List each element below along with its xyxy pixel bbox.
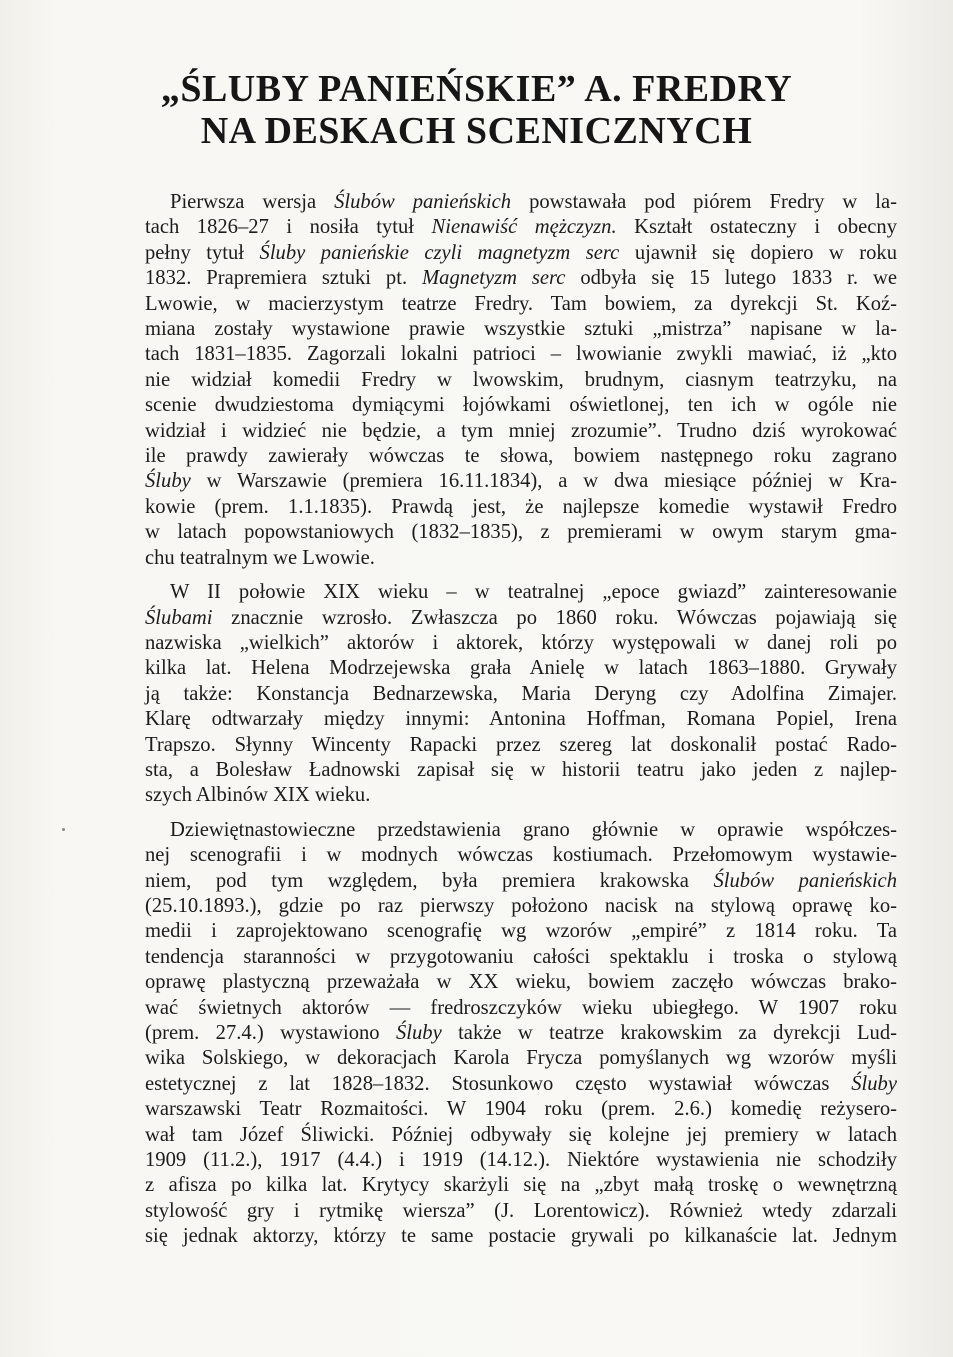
text-run: nie widział komedii Fredry w lwowskim, brudnym, ciasnym teatrzyku, na (145, 368, 897, 391)
italic-title: Ślubami (145, 606, 213, 629)
text-line (145, 1148, 897, 1173)
text-line (145, 342, 897, 367)
text-line (145, 1021, 897, 1046)
paragraph (145, 580, 897, 809)
text-line (145, 1199, 897, 1224)
text-run: oprawę plastyczną przeważała w XX wieku, bowiem zaczęło wówczas brako- (145, 971, 897, 994)
text-line (145, 996, 897, 1021)
text-run: nazwiska „wielkich” aktorów i aktorek, którzy występowali w danej roli po (145, 631, 897, 654)
italic-title: Śluby panieńskie czyli magnetyzm serc (259, 241, 620, 264)
text-run: warszawski Teatr Rozmaitości. W 1904 roku (prem. 2.6.) komedię reżysero- (145, 1098, 897, 1121)
text-line (145, 970, 897, 995)
italic-title: Śluby (395, 1022, 442, 1044)
text-run: W II połowie XIX wieku – w teatralnej „epoce gwiazd” zainteresowanie (170, 581, 897, 604)
text-run: sta, a Bolesław Ładnowski zapisał się w historii teatru jako jeden z najlep- (145, 758, 897, 781)
text-line (145, 919, 897, 944)
text-run: Lwowie, w macierzystym teatrze Fredry. Tam bowiem, za dyrekcji St. Koź- (145, 292, 897, 315)
text-run: chu teatralnym we Lwowie. (145, 546, 375, 569)
text-line (145, 945, 897, 970)
text-run: Dziewiętnastowieczne przedstawienia grano głównie w oprawie współczes- (170, 818, 897, 841)
italic-title: Śluby (851, 1072, 897, 1095)
text-line (145, 818, 897, 843)
text-run: w Warszawie (premiera 16.11.1834), a w dwa miesiące później w Kra- (190, 470, 897, 493)
text-line (145, 1097, 897, 1122)
text-run: stylowość gry i rytmikę wiersza” (J. Lorentowicz). Również wtedy zdarzali (145, 1199, 897, 1222)
article-body (145, 190, 897, 1250)
text-line (145, 393, 897, 418)
text-line (145, 733, 897, 758)
text-run: Trapszo. Słynny Wincenty Rapacki przez szereg lat doskonalił postać Rado- (145, 733, 897, 756)
text-run: Kształt ostateczny i obecny (616, 216, 897, 239)
text-run: się jednak aktorzy, którzy te same postacie grywali po kilkanaście lat. Jednym (145, 1225, 897, 1248)
text-line (145, 1072, 897, 1097)
italic-title: Magnetyzm serc (422, 267, 566, 290)
italic-title: Nienawiść mężczyzn. (431, 216, 617, 239)
text-line (145, 469, 897, 494)
text-line (145, 606, 897, 631)
text-run: powstawała pod piórem Fredry w la- (511, 191, 897, 213)
text-line (145, 1123, 897, 1148)
paper-speck (62, 828, 65, 831)
text-line (145, 1173, 897, 1198)
paragraph (145, 818, 897, 1250)
text-run: Klarę odtwarzały między innymi: Antonina Hoffman, Romana Popiel, Irena (145, 708, 897, 731)
text-line (145, 444, 897, 469)
text-run: pełny tytuł (145, 241, 260, 264)
text-line (145, 495, 897, 520)
text-run: tendencja staranności w przygotowaniu całości spektaklu i troska o stylową (145, 945, 897, 968)
text-line (145, 317, 897, 342)
italic-title: Ślubów panieńskich (713, 869, 897, 892)
text-line (145, 682, 897, 707)
text-run: 1909 (11.2.), 1917 (4.4.) i 1919 (14.12.). Niektóre wystawienia nie schodziły (145, 1149, 897, 1172)
text-run: wał tam Józef Śliwicki. Później odbywały się kolejne jej premiery w latach (145, 1123, 897, 1146)
text-line (145, 707, 897, 732)
text-run: widział i widzieć nie będzie, a tym mniej zrozumie”. Trudno dziś wyrokować (145, 419, 897, 442)
page-title (0, 68, 953, 152)
text-run: także w teatrze krakowskim za dyrekcji Lud- (441, 1022, 898, 1044)
text-run: znacznie wzrosło. Zwłaszcza po 1860 roku. Wówczas pojawiają się (212, 606, 897, 629)
text-run: z afisza po kilka lat. Krytycy skarżyli się na „zbyt małą troskę o wewnętrzną (145, 1174, 897, 1197)
text-run: kowie (prem. 1.1.1835). Prawdą jest, że najlepsze komedie wystawił Fredro (145, 495, 897, 518)
text-run: medii i zaprojektowano scenografię wg wzorów „empiré” z 1814 roku. Ta (145, 920, 897, 943)
paragraph (145, 190, 897, 571)
text-line (145, 580, 897, 605)
title-line-1: „ŚLUBY PANIEŃSKIE” A. FREDRY (160, 68, 793, 110)
text-run: szych Albinów XIX wieku. (145, 784, 371, 807)
text-run: Pierwsza wersja (170, 191, 335, 213)
text-line (145, 1046, 897, 1071)
text-run: tach 1831–1835. Zagorzali lokalni patrioci – lwowianie zwykli mawiać, iż „kto (145, 343, 897, 366)
text-run: ile prawdy zawierały wówczas te słowa, bowiem następnego roku zagrano (145, 445, 897, 468)
text-run: w latach popowstaniowych (1832–1835), z premierami w owym starym gma- (145, 521, 897, 544)
text-run: (prem. 27.4.) wystawiono (145, 1022, 396, 1044)
text-run: odbyła się 15 lutego 1833 r. we (565, 267, 897, 290)
text-line (145, 241, 897, 266)
text-run: kilka lat. Helena Modrzejewska grała Anielę w latach 1863–1880. Grywały (145, 657, 897, 680)
text-line (145, 656, 897, 681)
text-line (145, 1224, 897, 1249)
text-line (145, 631, 897, 656)
title-line-2: NA DESKACH SCENICZNYCH (200, 110, 753, 152)
italic-title: Śluby (145, 470, 191, 493)
text-run: niem, pod tym względem, była premiera krakowska (145, 869, 714, 892)
text-run: scenie dwudziestoma dymiącymi łojówkami oświetlonej, ten ich w ogóle nie (145, 394, 897, 417)
text-run: 1832. Prapremiera sztuki pt. (145, 267, 423, 290)
italic-title: Ślubów panieńskich (334, 191, 512, 213)
text-run: (25.10.1893.), gdzie po raz pierwszy położono nacisk na stylową oprawę ko- (145, 894, 897, 917)
text-run: ją także: Konstancja Bednarzewska, Maria Deryng czy Adolfina Zimajer. (145, 682, 897, 705)
text-line (145, 843, 897, 868)
text-run: wika Solskiego, w dekoracjach Karola Frycza pomyślanych wg wzorów myśli (145, 1047, 897, 1070)
text-run: tach 1826–27 i nosiła tytuł (145, 216, 432, 239)
text-run: miana zostały wystawione prawie wszystkie sztuki „mistrza” napisane w la- (145, 318, 897, 341)
text-line (145, 419, 897, 444)
text-run: estetycznej z lat 1828–1832. Stosunkowo często wystawiał wówczas (145, 1072, 852, 1095)
text-run: wać świetnych aktorów — fredroszczyków wieku ubiegłego. W 1907 roku (145, 996, 897, 1019)
text-line (145, 190, 897, 215)
text-line (145, 266, 897, 291)
text-line (145, 758, 897, 783)
text-line (145, 869, 897, 894)
text-run: nej scenografii i w modnych wówczas kostiumach. Przełomowym wystawie- (145, 844, 897, 867)
text-line (145, 520, 897, 545)
text-line (145, 215, 897, 240)
text-line (145, 894, 897, 919)
text-line (145, 292, 897, 317)
text-line (145, 783, 897, 808)
text-line (145, 368, 897, 393)
text-line (145, 546, 897, 571)
text-run: ujawnił się dopiero w roku (619, 241, 898, 264)
